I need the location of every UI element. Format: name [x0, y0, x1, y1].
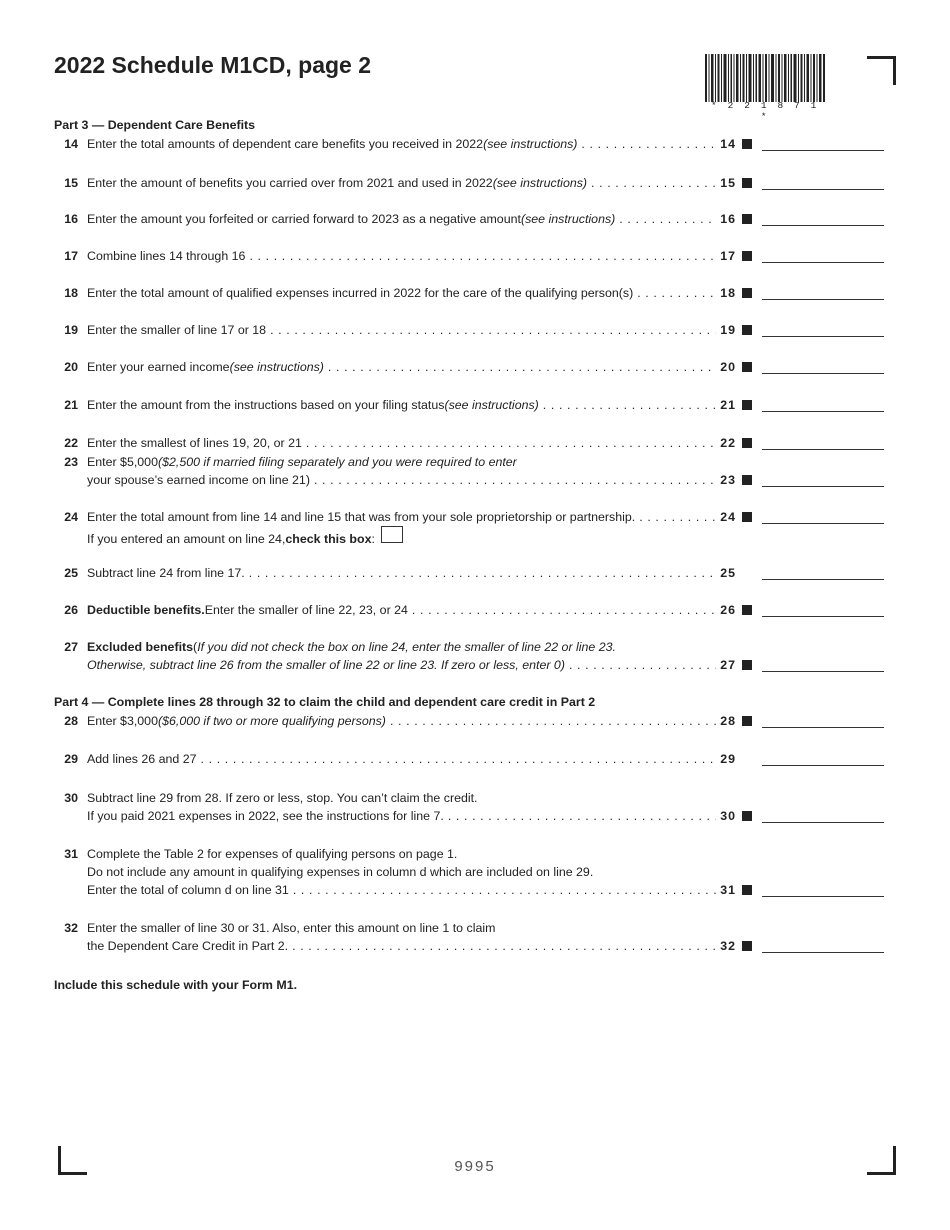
line-number: 18 — [64, 286, 78, 300]
required-marker — [742, 251, 752, 261]
line-text: Subtract line 24 from line 17. — [87, 566, 245, 580]
required-marker — [742, 660, 752, 670]
line-29 — [54, 750, 894, 768]
line-26-amount-field[interactable] — [762, 616, 884, 617]
line-14-amount-field[interactable] — [762, 150, 884, 151]
line-number: 31 — [64, 847, 78, 861]
line-30 — [54, 789, 894, 825]
line-text: Add lines 26 and 27 — [87, 752, 197, 766]
line-italic: (see instructions) — [229, 360, 324, 374]
line-ref: 20 — [720, 360, 736, 374]
line-ref: 14 — [720, 137, 736, 151]
line-ref: 23 — [720, 473, 736, 487]
line-21 — [54, 396, 894, 414]
line-italic: If you did not check the box on line 24, enter the smaller of line 22 or line 23. — [197, 640, 616, 654]
line-text: Enter the amount of benefits you carried over from 2021 and used in 2022 — [87, 176, 493, 190]
line-ref: 16 — [720, 212, 736, 226]
line-19 — [54, 321, 894, 339]
line-text: Enter the amount you forfeited or carried forward to 2023 as a negative amount — [87, 212, 521, 226]
line-text: Enter your earned income — [87, 360, 230, 374]
required-marker — [742, 605, 752, 615]
line-30-amount-field[interactable] — [762, 822, 884, 823]
line-ref: 26 — [720, 603, 736, 617]
line-number: 21 — [64, 398, 78, 412]
line-text-continued: your spouse’s earned income on line 21) — [87, 473, 310, 487]
required-marker — [742, 325, 752, 335]
line-text: Enter the smallest of lines 19, 20, or 21 — [87, 436, 302, 450]
required-marker — [742, 716, 752, 726]
line-text: Enter the total amount from line 14 and line 15 that was from your sole proprietorship or partnership. — [87, 510, 636, 524]
required-marker — [742, 438, 752, 448]
line-number: 32 — [64, 921, 78, 935]
line-20-amount-field[interactable] — [762, 373, 884, 374]
line-text-continued: Enter the total of column d on line 31 — [87, 883, 289, 897]
line-number: 24 — [64, 510, 78, 524]
line-number: 15 — [64, 176, 78, 190]
line-number: 23 — [64, 455, 78, 469]
line-24-amount-field[interactable] — [762, 523, 884, 524]
line-italic-continued: Otherwise, subtract line 26 from the smaller of line 22 or line 23. If zero or less, enter 0) — [87, 658, 565, 672]
line-ref: 30 — [720, 809, 736, 823]
line-32 — [54, 919, 894, 955]
line-italic: (see instructions) — [492, 176, 588, 190]
line-27-amount-field[interactable] — [762, 671, 884, 672]
line-number: 17 — [64, 249, 78, 263]
line-ref: 31 — [720, 883, 736, 897]
barcode — [705, 54, 825, 102]
line-19-amount-field[interactable] — [762, 336, 884, 337]
line-21-amount-field[interactable] — [762, 411, 884, 412]
line-28-amount-field[interactable] — [762, 727, 884, 728]
line-24-checkbox[interactable] — [381, 526, 403, 543]
line-text: ( — [193, 640, 198, 654]
line-text: Enter the smaller of line 17 or 18 — [87, 323, 267, 337]
line-text-continued: the Dependent Care Credit in Part 2. — [87, 939, 289, 953]
required-marker — [742, 288, 752, 298]
line-number: 19 — [64, 323, 78, 337]
line-text-continued: Do not include any amount in qualifying expenses in column d which are included on line 29. — [87, 865, 594, 879]
required-marker — [742, 214, 752, 224]
required-marker — [742, 139, 752, 149]
line-text: Enter $5,000 — [87, 455, 158, 469]
line-28 — [54, 712, 894, 730]
required-marker — [742, 178, 752, 188]
line-number: 20 — [64, 360, 78, 374]
corner-mark-top-right — [867, 56, 896, 85]
barcode-text: * 2 2 1 8 7 1 * — [711, 100, 819, 122]
line-number: 27 — [64, 640, 78, 654]
part3-heading: Part 3 — Dependent Care Benefits — [54, 118, 256, 132]
line-italic: (see instructions) — [444, 398, 539, 412]
line-15 — [54, 174, 894, 192]
line-ref: 22 — [720, 436, 736, 450]
line-17-amount-field[interactable] — [762, 262, 884, 263]
line-ref: 24 — [720, 510, 736, 524]
line-ref: 29 — [720, 752, 736, 766]
line-bold: Deductible benefits. — [87, 603, 205, 617]
line-31-amount-field[interactable] — [762, 896, 884, 897]
line-italic: ($2,500 if married filing separately and you were required to enter — [157, 455, 517, 469]
line-ref: 19 — [720, 323, 736, 337]
check-this-box-label: check this box — [285, 532, 372, 546]
page-number: 9995 — [454, 1158, 496, 1175]
line-ref: 17 — [720, 249, 736, 263]
line-23-amount-field[interactable] — [762, 486, 884, 487]
required-marker — [742, 885, 752, 895]
line-text: Enter $3,000 — [87, 714, 158, 728]
line-number: 25 — [64, 566, 78, 580]
line-14 — [54, 135, 894, 153]
line-23 — [54, 453, 894, 489]
line-27 — [54, 638, 894, 674]
line-32-amount-field[interactable] — [762, 952, 884, 953]
line-number: 16 — [64, 212, 78, 226]
required-marker — [742, 811, 752, 821]
line-16 — [54, 210, 894, 228]
line-italic: (see instructions) — [483, 137, 578, 151]
line-ref: 21 — [720, 398, 736, 412]
line-26 — [54, 601, 894, 619]
line-number: 29 — [64, 752, 78, 766]
line-text: Enter the smaller of line 22, 23, or 24 — [204, 603, 408, 617]
line-number: 26 — [64, 603, 78, 617]
line-number: 14 — [64, 137, 78, 151]
line-text: Complete the Table 2 for expenses of qualifying persons on page 1. — [87, 847, 458, 861]
line-20 — [54, 358, 894, 376]
required-marker — [742, 475, 752, 485]
required-marker — [742, 512, 752, 522]
line-15-amount-field[interactable] — [762, 189, 884, 190]
line-ref: 18 — [720, 286, 736, 300]
line-ref: 32 — [720, 939, 736, 953]
required-marker — [742, 400, 752, 410]
line-number: 28 — [64, 714, 78, 728]
line-25 — [54, 564, 894, 582]
line-24 — [54, 508, 894, 544]
line-22 — [54, 434, 894, 452]
line-text-continued: If you paid 2021 expenses in 2022, see the instructions for line 7. — [87, 809, 444, 823]
line-text: Subtract line 29 from 28. If zero or less, stop. You can’t claim the credit. — [87, 791, 478, 805]
page-title: 2022 Schedule M1CD, page 2 — [54, 52, 372, 78]
line-text: Combine lines 14 through 16 — [87, 249, 246, 263]
line-ref: 25 — [720, 566, 736, 580]
line-17 — [54, 247, 894, 265]
line-number: 30 — [64, 791, 78, 805]
line-31 — [54, 845, 894, 899]
line-ref: 27 — [720, 658, 736, 672]
line-18-amount-field[interactable] — [762, 299, 884, 300]
line-italic: (see instructions) — [520, 212, 616, 226]
line-text: Enter the smaller of line 30 or 31. Also, enter this amount on line 1 to claim — [87, 921, 496, 935]
footer-note: Include this schedule with your Form M1. — [54, 978, 298, 992]
line-text: Enter the total amount of qualified expenses incurred in 2022 for the care of the qualifying person(s) — [87, 286, 634, 300]
line-bold: Excluded benefits — [87, 640, 194, 654]
line-text: Enter the total amounts of dependent care benefits you received in 2022 — [87, 137, 484, 151]
line-italic: ($6,000 if two or more qualifying persons) — [157, 714, 386, 728]
line-25-amount-field[interactable] — [762, 579, 884, 580]
line-18 — [54, 284, 894, 302]
colon: : — [371, 532, 375, 546]
line-ref: 15 — [720, 176, 736, 190]
line-ref: 28 — [720, 714, 736, 728]
part4-heading: Part 4 — Complete lines 28 through 32 to claim the child and dependent care credit in Part 2 — [54, 695, 596, 709]
line-29-amount-field[interactable] — [762, 765, 884, 766]
line-text: Enter the amount from the instructions based on your filing status — [87, 398, 445, 412]
line-number: 22 — [64, 436, 78, 450]
required-marker — [742, 941, 752, 951]
line-text-continued: If you entered an amount on line 24, — [87, 532, 286, 546]
line-16-amount-field[interactable] — [762, 225, 884, 226]
required-marker — [742, 362, 752, 372]
line-22-amount-field[interactable] — [762, 449, 884, 450]
